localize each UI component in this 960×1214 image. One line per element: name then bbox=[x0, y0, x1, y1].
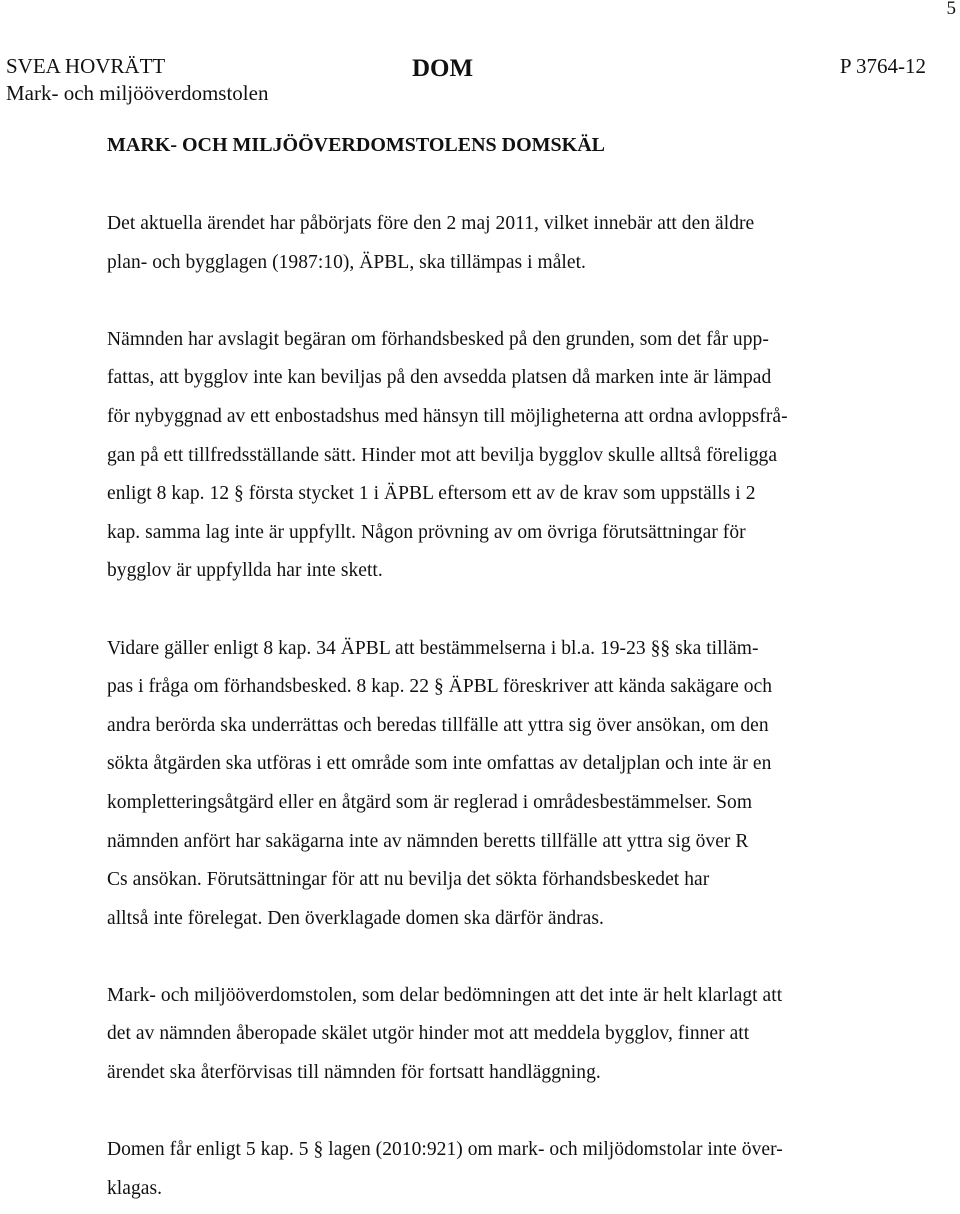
text-line: nämnden anfört har sakägarna inte av nämnden beretts tillfälle att yttra sig över R bbox=[107, 830, 749, 852]
text-line: kompletteringsåtgärd eller en åtgärd som är reglerad i områdesbestämmelser. Som bbox=[107, 791, 753, 813]
document-header bbox=[6, 53, 926, 107]
text-line: alltså inte förelegat. Den överklagade domen ska därför ändras. bbox=[107, 907, 604, 929]
text-line: för nybyggnad av ett enbostadshus med hänsyn till möjligheterna att ordna avloppsfrå- bbox=[107, 405, 788, 427]
text-line: fattas, att bygglov inte kan beviljas på den avsedda platsen då marken inte är lämpad bbox=[107, 367, 772, 389]
text-line: pas i fråga om förhandsbesked. 8 kap. 22 § ÄPBL föreskriver att kända sakägare och bbox=[107, 676, 773, 698]
paragraph bbox=[107, 321, 897, 591]
paragraph bbox=[107, 977, 897, 1093]
section-heading: MARK- OCH MILJÖÖVERDOMSTOLENS DOMSKÄL bbox=[107, 134, 605, 156]
text-line: Vidare gäller enligt 8 kap. 34 ÄPBL att bestämmelserna i bl.a. 19-23 §§ ska tilläm- bbox=[107, 637, 759, 659]
text-line: Nämnden har avslagit begäran om förhandsbesked på den grunden, som det får upp- bbox=[107, 328, 769, 350]
text-line: Det aktuella ärendet har påbörjats före den 2 maj 2011, vilket innebär att den äldre bbox=[107, 213, 755, 234]
text-line: kap. samma lag inte är uppfyllt. Någon prövning av om övriga förutsättningar för bbox=[107, 521, 746, 543]
text-line: Cs ansökan. Förutsättningar för att nu bevilja det sökta förhandsbeskedet har bbox=[107, 869, 710, 891]
text-line: plan- och bygglagen (1987:10), ÄPBL, ska tillämpas i målet. bbox=[107, 251, 586, 273]
text-line: gan på ett tillfredsställande sätt. Hinder mot att bevilja bygglov skulle alltså föreligga bbox=[107, 444, 778, 466]
text-line: sökta åtgärden ska utföras i ett område som inte omfattas av detaljplan och inte är en bbox=[107, 753, 772, 775]
paragraph bbox=[107, 205, 897, 282]
text-line: Mark- och miljööverdomstolen, som delar bedömningen att det inte är helt klarlagt att bbox=[107, 984, 783, 1006]
page-number: 5 bbox=[946, 0, 956, 19]
paragraph bbox=[107, 1131, 897, 1208]
text-line: bygglov är uppfyllda har inte skett. bbox=[107, 560, 383, 582]
text-line: ärendet ska återförvisas till nämnden för fortsatt handläggning. bbox=[107, 1062, 601, 1084]
text-line: Domen får enligt 5 kap. 5 § lagen (2010:921) om mark- och miljödomstolar inte över- bbox=[107, 1139, 783, 1161]
text-line: klagas. bbox=[107, 1177, 163, 1199]
paragraph bbox=[107, 630, 897, 939]
document-type: DOM bbox=[412, 55, 474, 82]
court-name: SVEA HOVRÄTT bbox=[6, 54, 166, 78]
text-line: det av nämnden åberopade skälet utgör hinder mot att meddela bygglov, finner att bbox=[107, 1023, 750, 1045]
text-line: enligt 8 kap. 12 § första stycket 1 i ÄPBL eftersom ett av de krav som uppställs i 2 bbox=[107, 483, 756, 505]
document-body bbox=[107, 132, 897, 1208]
court-division: Mark- och miljööverdomstolen bbox=[6, 81, 269, 105]
case-number: P 3764-12 bbox=[839, 54, 926, 78]
text-line: andra berörda ska underrättas och beredas tillfälle att yttra sig över ansökan, om den bbox=[107, 714, 769, 736]
